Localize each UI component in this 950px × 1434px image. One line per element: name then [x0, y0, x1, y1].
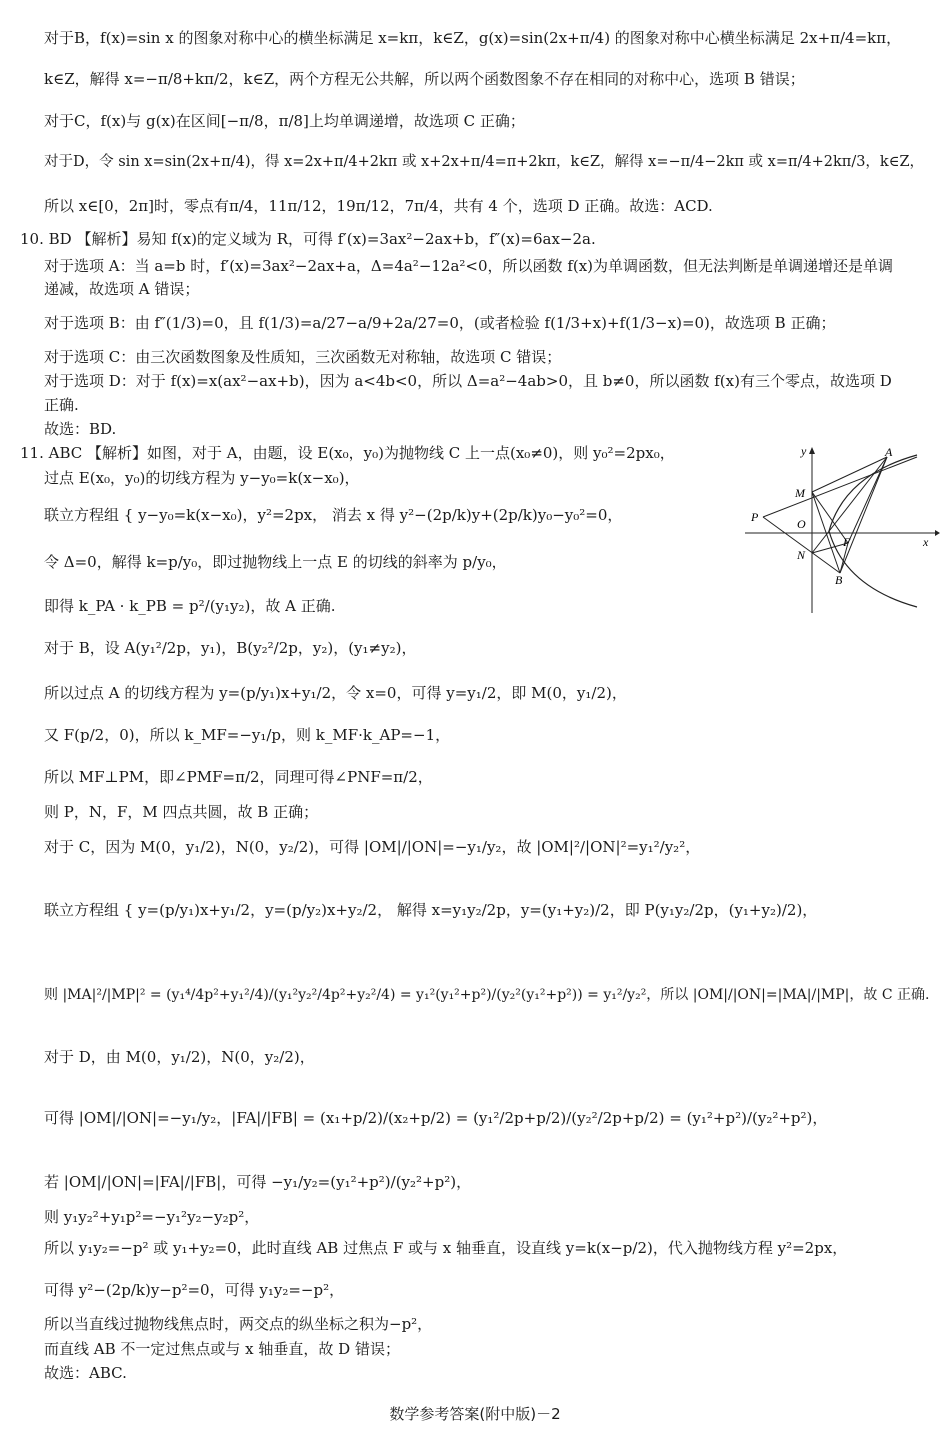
text-line: 可得 y²−(2p/k)y−p²=0，可得 y₁y₂=−p²， — [44, 1281, 345, 1299]
tangent-line-pa — [763, 457, 917, 517]
text-line: 又 F(p/2，0)，所以 k_MF=−y₁/p，则 k_MF·k_AP=−1， — [44, 726, 451, 744]
page-footer: 数学参考答案(附中版)－2 — [389, 1405, 561, 1423]
label-a: A — [885, 445, 893, 459]
text-line: k∈Z，解得 x=−π/8+kπ/2，k∈Z，两个方程无公共解，所以两个函数图象不存在相同的对称中心，选项 B 错误； — [44, 70, 805, 88]
label-m: M — [795, 486, 805, 500]
label-f: F — [843, 535, 851, 549]
label-o: O — [797, 517, 806, 531]
text-line: 过点 E(x₀，y₀)的切线方程为 y−y₀=k(x−x₀)， — [44, 469, 360, 487]
text-line: 所以当直线过抛物线焦点时，两交点的纵坐标之积为−p²， — [44, 1315, 433, 1333]
text-line: 所以 MF⊥PM，即∠PMF=π/2，同理可得∠PNF=π/2， — [44, 768, 433, 786]
label-x: x — [923, 535, 929, 549]
text-line: 故选：ABC. — [44, 1364, 127, 1382]
text-line: 所以过点 A 的切线方程为 y=(p/y₁)x+y₁/2，令 x=0，可得 y=y₁/2，即 M(0，y₁/2)， — [44, 684, 627, 702]
text-line: 对于C，f(x)与 g(x)在区间[−π/8，π/8]上均单调递增，故选项 C 正确； — [44, 112, 525, 130]
text-line: 对于选项 B：由 f″(1/3)=0，且 f(1/3)=a/27−a/9+2a/27=0，(或者检验 f(1/3+x)+f(1/3−x)=0)，故选项 B 正确； — [44, 314, 836, 332]
text-line: 所以 x∈[0，2π]时，零点有π/4，11π/12，19π/12，7π/4，共有 4 个，选项 D 正确。故选：ACD. — [44, 197, 713, 215]
text-line: 令 Δ=0，解得 k=p/y₀，即过抛物线上一点 E 的切线的斜率为 p/y₀， — [44, 553, 507, 571]
text-line: 则 y₁y₂²+y₁p²=−y₁²y₂−y₂p²， — [44, 1208, 260, 1226]
text-line: 故选：BD. — [44, 420, 117, 438]
text-line: 对于 C，因为 M(0，y₁/2)，N(0，y₂/2)，可得 |OM|/|ON|=−y₁/y₂，故 |OM|²/|ON|²=y₁²/y₂²， — [44, 838, 701, 856]
label-p: P — [751, 510, 759, 524]
text-line: 对于 D，由 M(0，y₁/2)，N(0，y₂/2)， — [44, 1048, 315, 1066]
text-line: 若 |OM|/|ON|=|FA|/|FB|，可得 −y₁/y₂=(y₁²+p²)/(y₂²+p²)， — [44, 1173, 472, 1191]
segment-ma — [812, 457, 887, 492]
parabola-figure — [745, 445, 940, 615]
text-line: 对于选项 A：当 a=b 时，f′(x)=3ax²−2ax+a，Δ=4a²−12a²<0，所以函数 f(x)为单调函数，但无法判断是单调递增还是单调 — [44, 257, 894, 275]
question-10-header: 10. BD 【解析】易知 f(x)的定义域为 R，可得 f′(x)=3ax²−2ax+b，f″(x)=6ax−2a. — [20, 230, 596, 248]
y-axis-arrow-icon — [809, 447, 815, 454]
label-b: B — [835, 573, 843, 587]
label-y: y — [801, 445, 807, 458]
text-line: 所以 y₁y₂=−p² 或 y₁+y₂=0，此时直线 AB 过焦点 F 或与 x 轴垂直，设直线 y=k(x−p/2)，代入抛物线方程 y²=2px， — [44, 1239, 848, 1257]
text-line: 而直线 AB 不一定过焦点或与 x 轴垂直，故 D 错误； — [44, 1340, 400, 1358]
text-line: 即得 k_PA · k_PB = p²/(y₁y₂)，故 A 正确. — [44, 597, 336, 615]
text-line: 可得 |OM|/|ON|=−y₁/y₂，|FA|/|FB| = (x₁+p/2)/(x₂+p/2) = (y₁²/2p+p/2)/(y₂²/2p+p/2) = (y₁²+p²)/(y₂²+p²)， — [44, 1109, 828, 1127]
text-line: 对于选项 D：对于 f(x)=x(ax²−ax+b)，因为 a<4b<0，所以 Δ=a²−4ab>0，且 b≠0，所以函数 f(x)有三个零点，故选项 D — [44, 372, 892, 390]
text-line: 联立方程组 { y=(p/y₁)x+y₁/2，y=(p/y₂)x+y₂/2， 解得 x=y₁y₂/2p，y=(y₁+y₂)/2，即 P(y₁y₂/2p，(y₁+y₂)/2)， — [44, 901, 818, 919]
text-line: 则 |MA|²/|MP|² = (y₁⁴/4p²+y₁²/4)/(y₁²y₂²/4p²+y₂²/4) = y₁²(y₁²+p²)/(y₂²(y₁²+p²)) = y₁²/y₂²，所以 |OM|/|ON|=|MA|/|MP|，故 C 正确. — [44, 987, 930, 1003]
text-line: 对于选项 C：由三次函数图象及性质知，三次函数无对称轴，故选项 C 错误； — [44, 348, 562, 366]
text-line: 正确. — [44, 396, 79, 414]
text-line: 对于D，令 sin x=sin(2x+π/4)，得 x=2x+π/4+2kπ 或 x+2x+π/4=π+2kπ，k∈Z，解得 x=−π/4−2kπ 或 x=π/4+2kπ/3，k∈Z， — [44, 154, 925, 170]
question-11-header: 11. ABC 【解析】如图，对于 A，由题，设 E(x₀，y₀)为抛物线 C 上一点(x₀≠0)，则 y₀²=2px₀， — [20, 444, 675, 462]
text-line: 对于B，f(x)=sin x 的图象对称中心的横坐标满足 x=kπ，k∈Z，g(x)=sin(2x+π/4) 的图象对称中心横坐标满足 2x+π/4=kπ， — [44, 29, 902, 47]
text-line: 则 P，N，F，M 四点共圆，故 B 正确； — [44, 803, 319, 821]
text-line: 对于 B，设 A(y₁²/2p，y₁)，B(y₂²/2p，y₂)，(y₁≠y₂)， — [44, 639, 417, 657]
chord-ab — [840, 457, 887, 573]
x-axis-arrow-icon — [935, 530, 940, 536]
text-line: 递减，故选项 A 错误； — [44, 280, 200, 298]
label-n: N — [797, 548, 806, 562]
text-line: 联立方程组 { y−y₀=k(x−x₀)，y²=2px， 消去 x 得 y²−(2p/k)y+(2p/k)y₀−y₀²=0， — [44, 506, 623, 524]
